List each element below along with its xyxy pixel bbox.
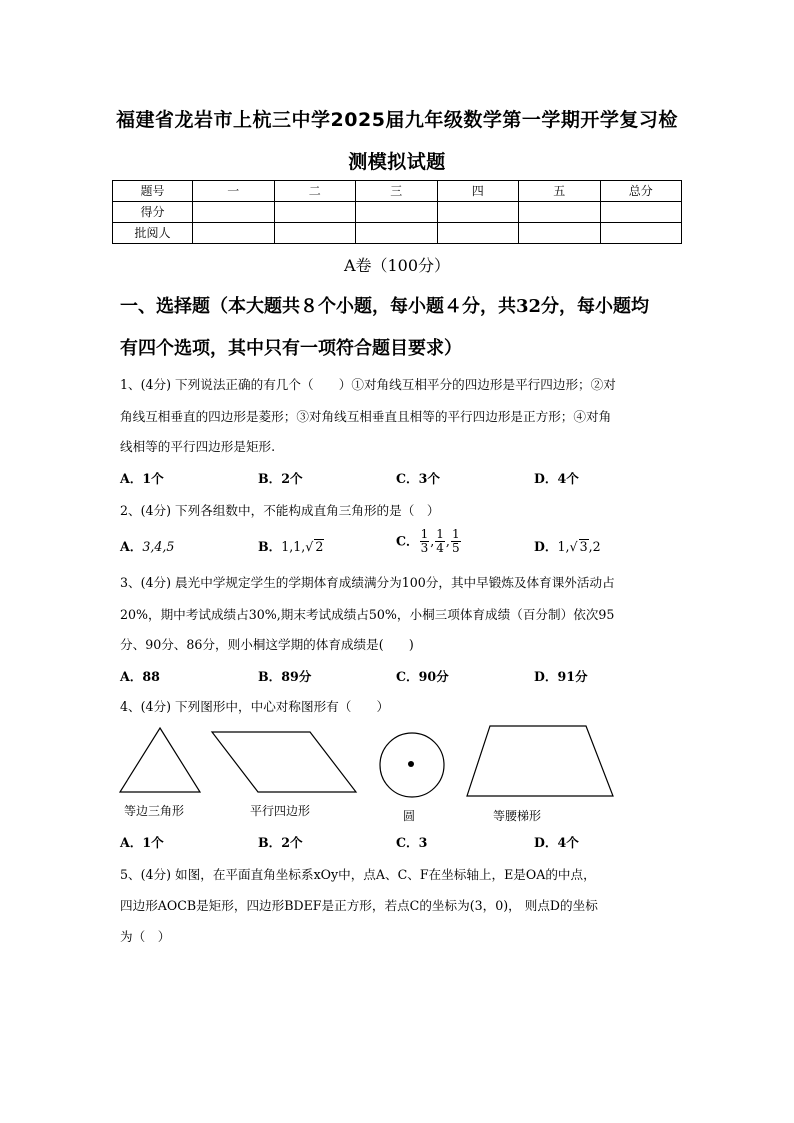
sqrt-sign-icon: √ bbox=[569, 539, 578, 554]
q1-option-d[interactable]: D．4个 bbox=[534, 471, 579, 486]
grader-cell bbox=[356, 223, 438, 244]
q4-option-d[interactable]: D．4个 bbox=[534, 835, 579, 850]
q4-option-b[interactable]: B．2个 bbox=[258, 835, 303, 850]
score-header-cell: 一 bbox=[193, 181, 275, 202]
q1-option-a[interactable]: A．1个 bbox=[120, 471, 164, 486]
score-cell bbox=[356, 202, 438, 223]
score-header-cell: 题号 bbox=[113, 181, 193, 202]
q2-stem: 2、(4分) 下列各组数中，不能构成直角三角形的是（ ） bbox=[120, 503, 440, 518]
exam-title-line1: 福建省龙岩市上杭三中学2025届九年级数学第一学期开学复习检 bbox=[116, 109, 678, 131]
q2-option-d-root: 3 bbox=[579, 539, 588, 554]
score-header-cell: 二 bbox=[274, 181, 356, 202]
shape-label-trapezoid: 等腰梯形 bbox=[493, 809, 542, 823]
q1-option-b[interactable]: B．2个 bbox=[258, 471, 303, 486]
shape-label-triangle: 等边三角形 bbox=[124, 804, 185, 818]
q3-stem-line1: 3、(4分) 晨光中学规定学生的学期体育成绩满分为100分，其中早锻炼及体育课外活动占 bbox=[120, 575, 615, 590]
q2-option-a-value: 3,4,5 bbox=[142, 539, 175, 554]
q4-option-a[interactable]: A．1个 bbox=[120, 835, 164, 850]
score-cell bbox=[437, 202, 519, 223]
shape-label-circle: 圆 bbox=[403, 809, 416, 823]
q2-frac-sep: , bbox=[430, 533, 435, 549]
q4-figures bbox=[116, 724, 696, 804]
q5-stem-line2: 四边形AOCB是矩形，四边形BDEF是正方形，若点C的坐标为(3，0)， 则点D的坐标 bbox=[120, 898, 598, 913]
grader-row-label: 批阅人 bbox=[113, 223, 193, 244]
q5-stem-line1: 5、(4分) 如图，在平面直角坐标系xOy中，点A、C、F在坐标轴上，E是OA的中点， bbox=[120, 867, 596, 882]
sqrt-sign-icon: √ bbox=[305, 539, 314, 554]
q2-frac-1 bbox=[420, 528, 430, 555]
q1-option-c[interactable]: C．3个 bbox=[396, 471, 440, 486]
q3-option-d[interactable]: D．91分 bbox=[534, 669, 588, 684]
q1-stem-line2: 角线互相垂直的四边形是菱形；③对角线互相垂直且相等的平行四边形是正方形；④对角 bbox=[120, 409, 612, 424]
score-cell bbox=[519, 202, 601, 223]
q3-option-b[interactable]: B．89分 bbox=[258, 669, 312, 684]
q4-stem: 4、(4分) 下列图形中，中心对称图形有（ ） bbox=[120, 699, 390, 714]
q2-frac-2 bbox=[435, 528, 445, 555]
q2-option-b-label: B． bbox=[258, 539, 282, 554]
q3-stem-line2: 20%，期中考试成绩占30%,期末考试成绩占50%，小桐三项体育成绩（百分制）依次95 bbox=[120, 607, 615, 622]
grader-cell bbox=[274, 223, 356, 244]
score-header-cell: 五 bbox=[519, 181, 601, 202]
q2-frac-2-num: 1 bbox=[436, 527, 444, 541]
q1-stem-line1: 1、(4分) 下列说法正确的有几个（ ）①对角线互相平分的四边形是平行四边形；②对 bbox=[120, 377, 616, 392]
q2-frac-1-den: 3 bbox=[420, 541, 429, 555]
q2-frac-3 bbox=[451, 528, 461, 555]
q2-option-a[interactable] bbox=[120, 538, 174, 556]
score-table-header-row bbox=[113, 181, 682, 202]
volume-heading: A卷（100分） bbox=[343, 256, 451, 275]
q2-frac-1-num: 1 bbox=[420, 527, 429, 541]
q2-option-d-prefix: 1, bbox=[557, 539, 570, 554]
q2-option-d-suffix: ,2 bbox=[588, 539, 601, 554]
score-table-score-row bbox=[113, 202, 682, 223]
isosceles-trapezoid-shape bbox=[467, 726, 613, 796]
q2-frac-3-den: 5 bbox=[451, 541, 460, 555]
score-cell bbox=[193, 202, 275, 223]
q2-option-d[interactable] bbox=[534, 538, 601, 556]
grader-cell bbox=[600, 223, 682, 244]
exam-title-line2: 测模拟试题 bbox=[348, 151, 446, 173]
score-header-cell: 四 bbox=[437, 181, 519, 202]
q1-stem-line3: 线相等的平行四边形是矩形. bbox=[120, 439, 276, 454]
score-table-grader-row bbox=[113, 223, 682, 244]
grader-cell bbox=[193, 223, 275, 244]
q3-option-a[interactable]: A．88 bbox=[120, 669, 160, 684]
parallelogram-shape bbox=[212, 732, 356, 792]
q2-option-d-label: D． bbox=[534, 539, 558, 554]
q2-option-b-root: 2 bbox=[315, 539, 324, 554]
q2-option-b[interactable] bbox=[258, 538, 324, 556]
q4-option-c[interactable]: C．3 bbox=[396, 835, 428, 850]
q2-option-c[interactable] bbox=[396, 528, 462, 555]
q2-option-a-label: A． bbox=[120, 539, 143, 554]
shape-label-parallelogram: 平行四边形 bbox=[250, 804, 311, 818]
score-cell bbox=[600, 202, 682, 223]
section1-heading-line2: 有四个选项，其中只有一项符合题目要求） bbox=[120, 338, 462, 359]
score-header-cell: 总分 bbox=[600, 181, 682, 202]
q3-option-c[interactable]: C．90分 bbox=[396, 669, 449, 684]
equilateral-triangle-shape bbox=[120, 728, 200, 792]
q2-frac-3-num: 1 bbox=[451, 527, 460, 541]
q2-frac-sep: , bbox=[445, 533, 450, 549]
circle-center-dot bbox=[408, 761, 414, 767]
score-header-cell: 三 bbox=[356, 181, 438, 202]
grader-cell bbox=[437, 223, 519, 244]
score-row-label: 得分 bbox=[113, 202, 193, 223]
score-cell bbox=[274, 202, 356, 223]
q5-stem-line3: 为（ ） bbox=[120, 929, 171, 944]
q2-frac-2-den: 4 bbox=[436, 541, 444, 555]
score-table bbox=[112, 180, 682, 244]
grader-cell bbox=[519, 223, 601, 244]
q2-option-b-prefix: 1,1, bbox=[281, 539, 306, 554]
section1-heading-line1: 一、选择题（本大题共８个小题，每小题４分，共32分，每小题均 bbox=[120, 296, 650, 317]
q3-stem-line3: 分、90分、86分，则小桐这学期的体育成绩是( ) bbox=[120, 637, 414, 652]
q2-option-c-label: C． bbox=[396, 533, 419, 549]
